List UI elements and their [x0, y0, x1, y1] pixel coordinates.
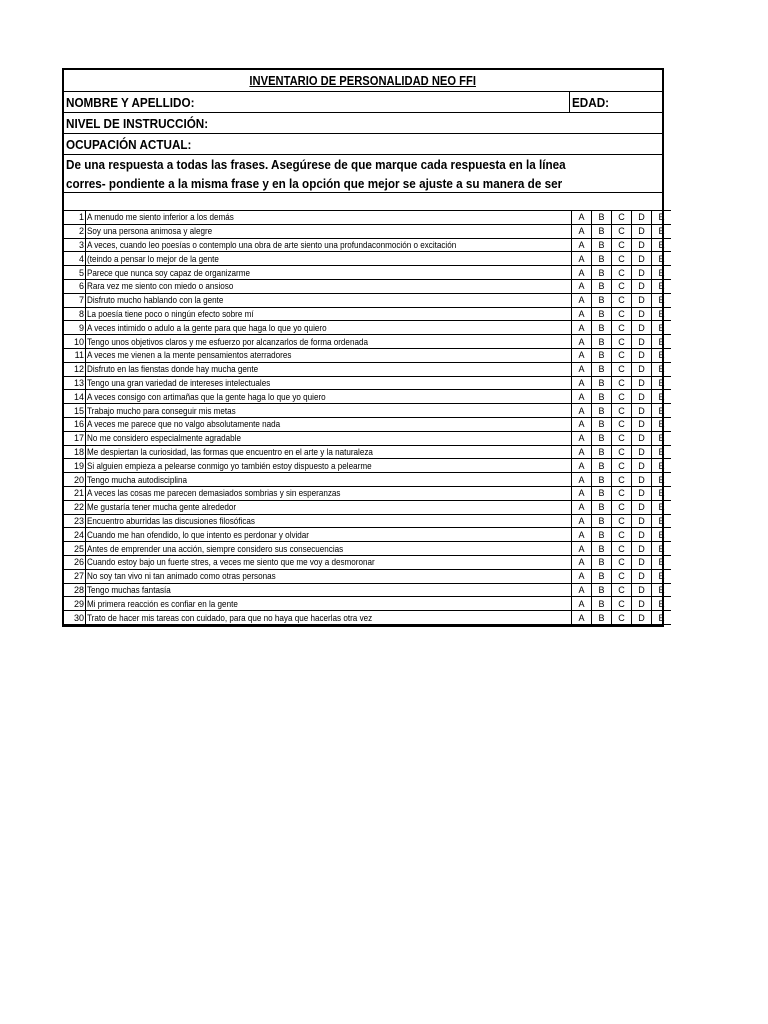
answer-option-d[interactable]: D — [632, 252, 652, 266]
answer-option-e[interactable]: E — [652, 321, 672, 335]
item-statement: Rara vez me siento con miedo o ansioso — [87, 281, 234, 292]
item-statement: No me considero especialmente agradable — [87, 433, 241, 444]
occupation-field[interactable] — [64, 134, 662, 155]
item-statement-cell — [86, 266, 572, 280]
item-number: 26 — [64, 555, 86, 569]
item-statement-cell — [86, 390, 572, 404]
answer-option-b[interactable]: B — [592, 348, 612, 362]
item-number: 24 — [64, 528, 86, 542]
table-row — [64, 583, 671, 597]
name-age-row — [64, 92, 662, 113]
answer-option-a[interactable]: A — [572, 514, 592, 528]
answer-option-a[interactable]: A — [572, 307, 592, 321]
answer-option-b[interactable]: B — [592, 417, 612, 431]
table-row — [64, 404, 671, 418]
answer-option-c[interactable]: C — [612, 514, 632, 528]
table-row — [64, 376, 671, 390]
item-statement-cell — [86, 459, 572, 473]
item-statement: A veces intimido o adulo a la gente para que haga lo que yo quiero — [87, 322, 327, 333]
answer-option-a[interactable]: A — [572, 362, 592, 376]
answer-option-d[interactable]: D — [632, 321, 652, 335]
answer-option-b[interactable]: B — [592, 211, 612, 225]
item-statement: Disfruto mucho hablando con la gente — [87, 295, 224, 306]
answer-option-a[interactable]: A — [572, 211, 592, 225]
answer-option-b[interactable]: B — [592, 362, 612, 376]
answer-option-e[interactable]: E — [652, 500, 672, 514]
answer-option-e[interactable]: E — [652, 348, 672, 362]
table-row — [64, 528, 671, 542]
answer-option-b[interactable]: B — [592, 555, 612, 569]
table-row — [64, 238, 671, 252]
answer-option-b[interactable]: B — [592, 486, 612, 500]
answer-option-a[interactable]: A — [572, 279, 592, 293]
answer-option-e[interactable]: E — [652, 390, 672, 404]
item-number: 4 — [64, 252, 86, 266]
item-statement: Disfruto en las fienstas donde hay mucha gente — [87, 364, 259, 375]
answer-option-e[interactable]: E — [652, 238, 672, 252]
answer-option-b[interactable]: B — [592, 528, 612, 542]
item-statement: A veces las cosas me parecen demasiados sombrias y sin esperanzas — [87, 488, 341, 499]
table-row — [64, 486, 671, 500]
item-statement-cell — [86, 211, 572, 225]
blank-spacer-row — [64, 193, 662, 210]
page-title: INVENTARIO DE PERSONALIDAD NEO FFI — [249, 73, 477, 88]
answer-option-e[interactable]: E — [652, 611, 672, 625]
answer-option-d[interactable]: D — [632, 555, 652, 569]
answer-option-c[interactable]: C — [612, 307, 632, 321]
item-number: 1 — [64, 211, 86, 225]
answer-option-d[interactable]: D — [632, 335, 652, 349]
answer-option-a[interactable]: A — [572, 293, 592, 307]
table-row — [64, 390, 671, 404]
item-number: 29 — [64, 597, 86, 611]
table-row — [64, 266, 671, 280]
answer-option-c[interactable]: C — [612, 528, 632, 542]
questionnaire-sheet — [62, 68, 664, 627]
answer-option-a[interactable]: A — [572, 473, 592, 487]
item-statement: No soy tan vivo ni tan animado como otras personas — [87, 571, 276, 582]
answer-option-b[interactable]: B — [592, 611, 612, 625]
answer-option-b[interactable]: B — [592, 321, 612, 335]
table-row — [64, 459, 671, 473]
answer-option-c[interactable]: C — [612, 473, 632, 487]
answer-option-c[interactable]: C — [612, 445, 632, 459]
table-row — [64, 307, 671, 321]
table-row — [64, 514, 671, 528]
age-label: EDAD: — [572, 94, 610, 110]
answer-option-e[interactable]: E — [652, 597, 672, 611]
item-number: 21 — [64, 486, 86, 500]
answer-option-b[interactable]: B — [592, 500, 612, 514]
answer-option-e[interactable]: E — [652, 569, 672, 583]
answer-option-b[interactable]: B — [592, 542, 612, 556]
answer-option-e[interactable]: E — [652, 555, 672, 569]
answer-option-a[interactable]: A — [572, 459, 592, 473]
answer-option-c[interactable]: C — [612, 390, 632, 404]
table-row — [64, 555, 671, 569]
answer-option-e[interactable]: E — [652, 404, 672, 418]
answer-option-e[interactable]: E — [652, 293, 672, 307]
item-statement: Mi primera reacción es confiar en la gente — [87, 598, 238, 609]
answer-option-b[interactable]: B — [592, 445, 612, 459]
item-statement-cell — [86, 445, 572, 459]
item-statement-cell — [86, 500, 572, 514]
item-statement: La poesía tiene poco o ningún efecto sobre mí — [87, 308, 254, 319]
item-statement-cell — [86, 611, 572, 625]
answer-option-d[interactable]: D — [632, 238, 652, 252]
answer-option-c[interactable]: C — [612, 404, 632, 418]
answer-option-d[interactable]: D — [632, 307, 652, 321]
answer-option-e[interactable]: E — [652, 583, 672, 597]
answer-option-a[interactable]: A — [572, 597, 592, 611]
education-field[interactable] — [64, 113, 662, 134]
answer-option-a[interactable]: A — [572, 555, 592, 569]
item-statement: Me despiertan la curiosidad, las formas que encuentro en el arte y la naturaleza — [87, 446, 373, 457]
answer-option-c[interactable]: C — [612, 611, 632, 625]
item-statement-cell — [86, 404, 572, 418]
item-statement: Tengo una gran variedad de intereses intelectuales — [87, 377, 271, 388]
answer-option-a[interactable]: A — [572, 431, 592, 445]
item-number: 8 — [64, 307, 86, 321]
table-row — [64, 500, 671, 514]
item-statement-cell — [86, 293, 572, 307]
answer-option-c[interactable]: C — [612, 486, 632, 500]
instructions-text: De una respuesta a todas las frases. Asegúrese de que marque cada respuesta en la línea corres- pondiente a la misma frase y en la opción que mejor se ajuste a su manera de ser — [66, 157, 566, 191]
answer-option-b[interactable]: B — [592, 459, 612, 473]
table-row — [64, 473, 671, 487]
answer-option-e[interactable]: E — [652, 514, 672, 528]
item-number: 14 — [64, 390, 86, 404]
answer-option-d[interactable]: D — [632, 266, 652, 280]
item-statement: Si alguien empieza a pelearse conmigo yo también estoy dispuesto a pelearme — [87, 460, 372, 471]
answer-option-e[interactable]: E — [652, 542, 672, 556]
item-statement-cell — [86, 569, 572, 583]
item-statement: Tengo unos objetivos claros y me esfuerzo por alcanzarlos de forma ordenada — [87, 336, 368, 347]
answer-option-d[interactable]: D — [632, 459, 652, 473]
answer-option-d[interactable]: D — [632, 431, 652, 445]
item-statement-cell — [86, 514, 572, 528]
answer-option-c[interactable]: C — [612, 211, 632, 225]
answer-option-e[interactable]: E — [652, 335, 672, 349]
answer-option-b[interactable]: B — [592, 279, 612, 293]
answer-option-b[interactable]: B — [592, 583, 612, 597]
item-statement-cell — [86, 238, 572, 252]
item-number: 28 — [64, 583, 86, 597]
table-row — [64, 252, 671, 266]
name-label: NOMBRE Y APELLIDO: — [66, 94, 195, 110]
answer-option-e[interactable]: E — [652, 211, 672, 225]
item-statement: Tengo muchas fantasía — [87, 584, 171, 595]
education-label: NIVEL DE INSTRUCCIÓN: — [66, 115, 209, 131]
table-row — [64, 279, 671, 293]
title-row — [64, 70, 662, 92]
table-row — [64, 335, 671, 349]
item-number: 7 — [64, 293, 86, 307]
answer-option-b[interactable]: B — [592, 404, 612, 418]
item-statement: A menudo me siento inferior a los demás — [87, 212, 234, 223]
answer-option-b[interactable]: B — [592, 307, 612, 321]
name-field[interactable] — [64, 92, 570, 112]
table-row — [64, 542, 671, 556]
answer-option-c[interactable]: C — [612, 293, 632, 307]
table-row — [64, 445, 671, 459]
item-statement-cell — [86, 335, 572, 349]
answer-option-d[interactable]: D — [632, 611, 652, 625]
answer-option-d[interactable]: D — [632, 279, 652, 293]
answer-option-c[interactable]: C — [612, 569, 632, 583]
item-statement-cell — [86, 597, 572, 611]
answer-option-a[interactable]: A — [572, 486, 592, 500]
table-row — [64, 362, 671, 376]
item-statement-cell — [86, 252, 572, 266]
answer-option-c[interactable]: C — [612, 279, 632, 293]
answer-option-b[interactable]: B — [592, 569, 612, 583]
answer-option-e[interactable]: E — [652, 445, 672, 459]
answer-option-c[interactable]: C — [612, 362, 632, 376]
item-statement-cell — [86, 307, 572, 321]
answer-option-b[interactable]: B — [592, 597, 612, 611]
answer-option-d[interactable]: D — [632, 473, 652, 487]
answer-option-a[interactable]: A — [572, 500, 592, 514]
answer-option-e[interactable]: E — [652, 486, 672, 500]
answer-option-c[interactable]: C — [612, 335, 632, 349]
item-statement: Cuando me han ofendido, lo que intento es perdonar y olvidar — [87, 529, 310, 540]
item-statement-cell — [86, 542, 572, 556]
item-number: 2 — [64, 224, 86, 238]
answer-option-d[interactable]: D — [632, 417, 652, 431]
answer-option-c[interactable]: C — [612, 224, 632, 238]
items-table — [64, 210, 671, 625]
answer-option-d[interactable]: D — [632, 404, 652, 418]
table-row — [64, 611, 671, 625]
item-statement-cell — [86, 348, 572, 362]
item-statement: Trato de hacer mis tareas con cuidado, para que no haya que hacerlas otra vez — [87, 612, 373, 623]
item-number: 6 — [64, 279, 86, 293]
answer-option-e[interactable]: E — [652, 266, 672, 280]
answer-option-e[interactable]: E — [652, 417, 672, 431]
answer-option-d[interactable]: D — [632, 514, 652, 528]
item-statement: Soy una persona animosa y alegre — [87, 226, 213, 237]
answer-option-e[interactable]: E — [652, 528, 672, 542]
answer-option-a[interactable]: A — [572, 335, 592, 349]
item-statement: Parece que nunca soy capaz de organizarme — [87, 267, 251, 278]
item-statement-cell — [86, 376, 572, 390]
item-number: 3 — [64, 238, 86, 252]
table-row — [64, 211, 671, 225]
table-row — [64, 321, 671, 335]
item-number: 18 — [64, 445, 86, 459]
instructions-row — [64, 155, 662, 193]
table-row — [64, 417, 671, 431]
answer-option-a[interactable]: A — [572, 611, 592, 625]
item-statement: Cuando estoy bajo un fuerte stres, a veces me siento que me voy a desmoronar — [87, 557, 375, 568]
answer-option-c[interactable]: C — [612, 348, 632, 362]
answer-option-a[interactable]: A — [572, 238, 592, 252]
answer-option-e[interactable]: E — [652, 473, 672, 487]
answer-option-d[interactable]: D — [632, 597, 652, 611]
answer-option-b[interactable]: B — [592, 335, 612, 349]
answer-option-b[interactable]: B — [592, 238, 612, 252]
answer-option-e[interactable]: E — [652, 252, 672, 266]
item-number: 5 — [64, 266, 86, 280]
answer-option-a[interactable]: A — [572, 528, 592, 542]
answer-option-a[interactable]: A — [572, 390, 592, 404]
answer-option-d[interactable]: D — [632, 528, 652, 542]
answer-option-b[interactable]: B — [592, 473, 612, 487]
answer-option-c[interactable]: C — [612, 252, 632, 266]
answer-option-b[interactable]: B — [592, 431, 612, 445]
answer-option-d[interactable]: D — [632, 376, 652, 390]
answer-option-b[interactable]: B — [592, 266, 612, 280]
table-row — [64, 431, 671, 445]
answer-option-a[interactable]: A — [572, 445, 592, 459]
answer-option-a[interactable]: A — [572, 266, 592, 280]
table-row — [64, 224, 671, 238]
answer-option-d[interactable]: D — [632, 390, 652, 404]
answer-option-b[interactable]: B — [592, 514, 612, 528]
answer-option-d[interactable]: D — [632, 293, 652, 307]
item-statement: Antes de emprender una acción, siempre considero sus consecuencias — [87, 543, 344, 554]
answer-option-a[interactable]: A — [572, 252, 592, 266]
answer-option-e[interactable]: E — [652, 362, 672, 376]
answer-option-c[interactable]: C — [612, 583, 632, 597]
answer-option-e[interactable]: E — [652, 279, 672, 293]
answer-option-a[interactable]: A — [572, 224, 592, 238]
answer-option-b[interactable]: B — [592, 390, 612, 404]
answer-option-a[interactable]: A — [572, 376, 592, 390]
age-field[interactable] — [570, 92, 662, 112]
answer-option-e[interactable]: E — [652, 376, 672, 390]
item-statement-cell — [86, 321, 572, 335]
item-number: 15 — [64, 404, 86, 418]
item-number: 16 — [64, 417, 86, 431]
item-statement-cell — [86, 486, 572, 500]
item-number: 11 — [64, 348, 86, 362]
answer-option-e[interactable]: E — [652, 307, 672, 321]
item-number: 13 — [64, 376, 86, 390]
item-number: 20 — [64, 473, 86, 487]
item-statement-cell — [86, 362, 572, 376]
answer-option-e[interactable]: E — [652, 431, 672, 445]
item-statement: Encuentro aburridas las discusiones filosóficas — [87, 515, 255, 526]
item-number: 27 — [64, 569, 86, 583]
answer-option-c[interactable]: C — [612, 321, 632, 335]
item-number: 10 — [64, 335, 86, 349]
answer-option-d[interactable]: D — [632, 211, 652, 225]
occupation-label: OCUPACIÓN ACTUAL: — [66, 136, 192, 152]
table-row — [64, 348, 671, 362]
answer-option-e[interactable]: E — [652, 459, 672, 473]
answer-option-a[interactable]: A — [572, 321, 592, 335]
answer-option-d[interactable]: D — [632, 224, 652, 238]
answer-option-c[interactable]: C — [612, 238, 632, 252]
answer-option-c[interactable]: C — [612, 376, 632, 390]
answer-option-c[interactable]: C — [612, 417, 632, 431]
answer-option-c[interactable]: C — [612, 500, 632, 514]
answer-option-c[interactable]: C — [612, 597, 632, 611]
item-statement: Trabajo mucho para conseguir mis metas — [87, 405, 236, 416]
item-statement: A veces, cuando leo poesías o contemplo una obra de arte siento una profundaconmoción o excitación — [87, 239, 457, 250]
answer-option-a[interactable]: A — [572, 542, 592, 556]
answer-option-c[interactable]: C — [612, 266, 632, 280]
table-row — [64, 569, 671, 583]
answer-option-d[interactable]: D — [632, 583, 652, 597]
item-statement: Tengo mucha autodisciplina — [87, 474, 187, 485]
answer-option-a[interactable]: A — [572, 417, 592, 431]
item-statement-cell — [86, 473, 572, 487]
answer-option-a[interactable]: A — [572, 583, 592, 597]
answer-option-d[interactable]: D — [632, 569, 652, 583]
answer-option-a[interactable]: A — [572, 404, 592, 418]
item-number: 9 — [64, 321, 86, 335]
item-statement-cell — [86, 555, 572, 569]
item-statement: (teindo a pensar lo mejor de la gente — [87, 253, 219, 264]
item-statement-cell — [86, 279, 572, 293]
item-number: 22 — [64, 500, 86, 514]
item-statement-cell — [86, 528, 572, 542]
item-statement: Me gustaría tener mucha gente alrededor — [87, 502, 237, 513]
item-number: 17 — [64, 431, 86, 445]
answer-option-b[interactable]: B — [592, 293, 612, 307]
answer-option-d[interactable]: D — [632, 542, 652, 556]
answer-option-d[interactable]: D — [632, 362, 652, 376]
item-statement-cell — [86, 417, 572, 431]
table-row — [64, 597, 671, 611]
item-number: 30 — [64, 611, 86, 625]
item-statement-cell — [86, 224, 572, 238]
item-statement-cell — [86, 431, 572, 445]
answer-option-d[interactable]: D — [632, 445, 652, 459]
answer-option-c[interactable]: C — [612, 555, 632, 569]
answer-option-a[interactable]: A — [572, 348, 592, 362]
item-statement: A veces me parece que no valgo absolutamente nada — [87, 419, 281, 430]
item-statement: A veces consigo con artimañas que la gente haga lo que yo quiero — [87, 391, 326, 402]
answer-option-d[interactable]: D — [632, 486, 652, 500]
answer-option-c[interactable]: C — [612, 459, 632, 473]
table-row — [64, 293, 671, 307]
item-statement: A veces me vienen a la mente pensamientos aterradores — [87, 350, 292, 361]
answer-option-a[interactable]: A — [572, 569, 592, 583]
answer-option-d[interactable]: D — [632, 500, 652, 514]
answer-option-d[interactable]: D — [632, 348, 652, 362]
item-number: 19 — [64, 459, 86, 473]
item-number: 23 — [64, 514, 86, 528]
item-number: 12 — [64, 362, 86, 376]
answer-option-b[interactable]: B — [592, 376, 612, 390]
answer-option-c[interactable]: C — [612, 431, 632, 445]
answer-option-b[interactable]: B — [592, 224, 612, 238]
answer-option-e[interactable]: E — [652, 224, 672, 238]
answer-option-c[interactable]: C — [612, 542, 632, 556]
answer-option-b[interactable]: B — [592, 252, 612, 266]
item-number: 25 — [64, 542, 86, 556]
item-statement-cell — [86, 583, 572, 597]
